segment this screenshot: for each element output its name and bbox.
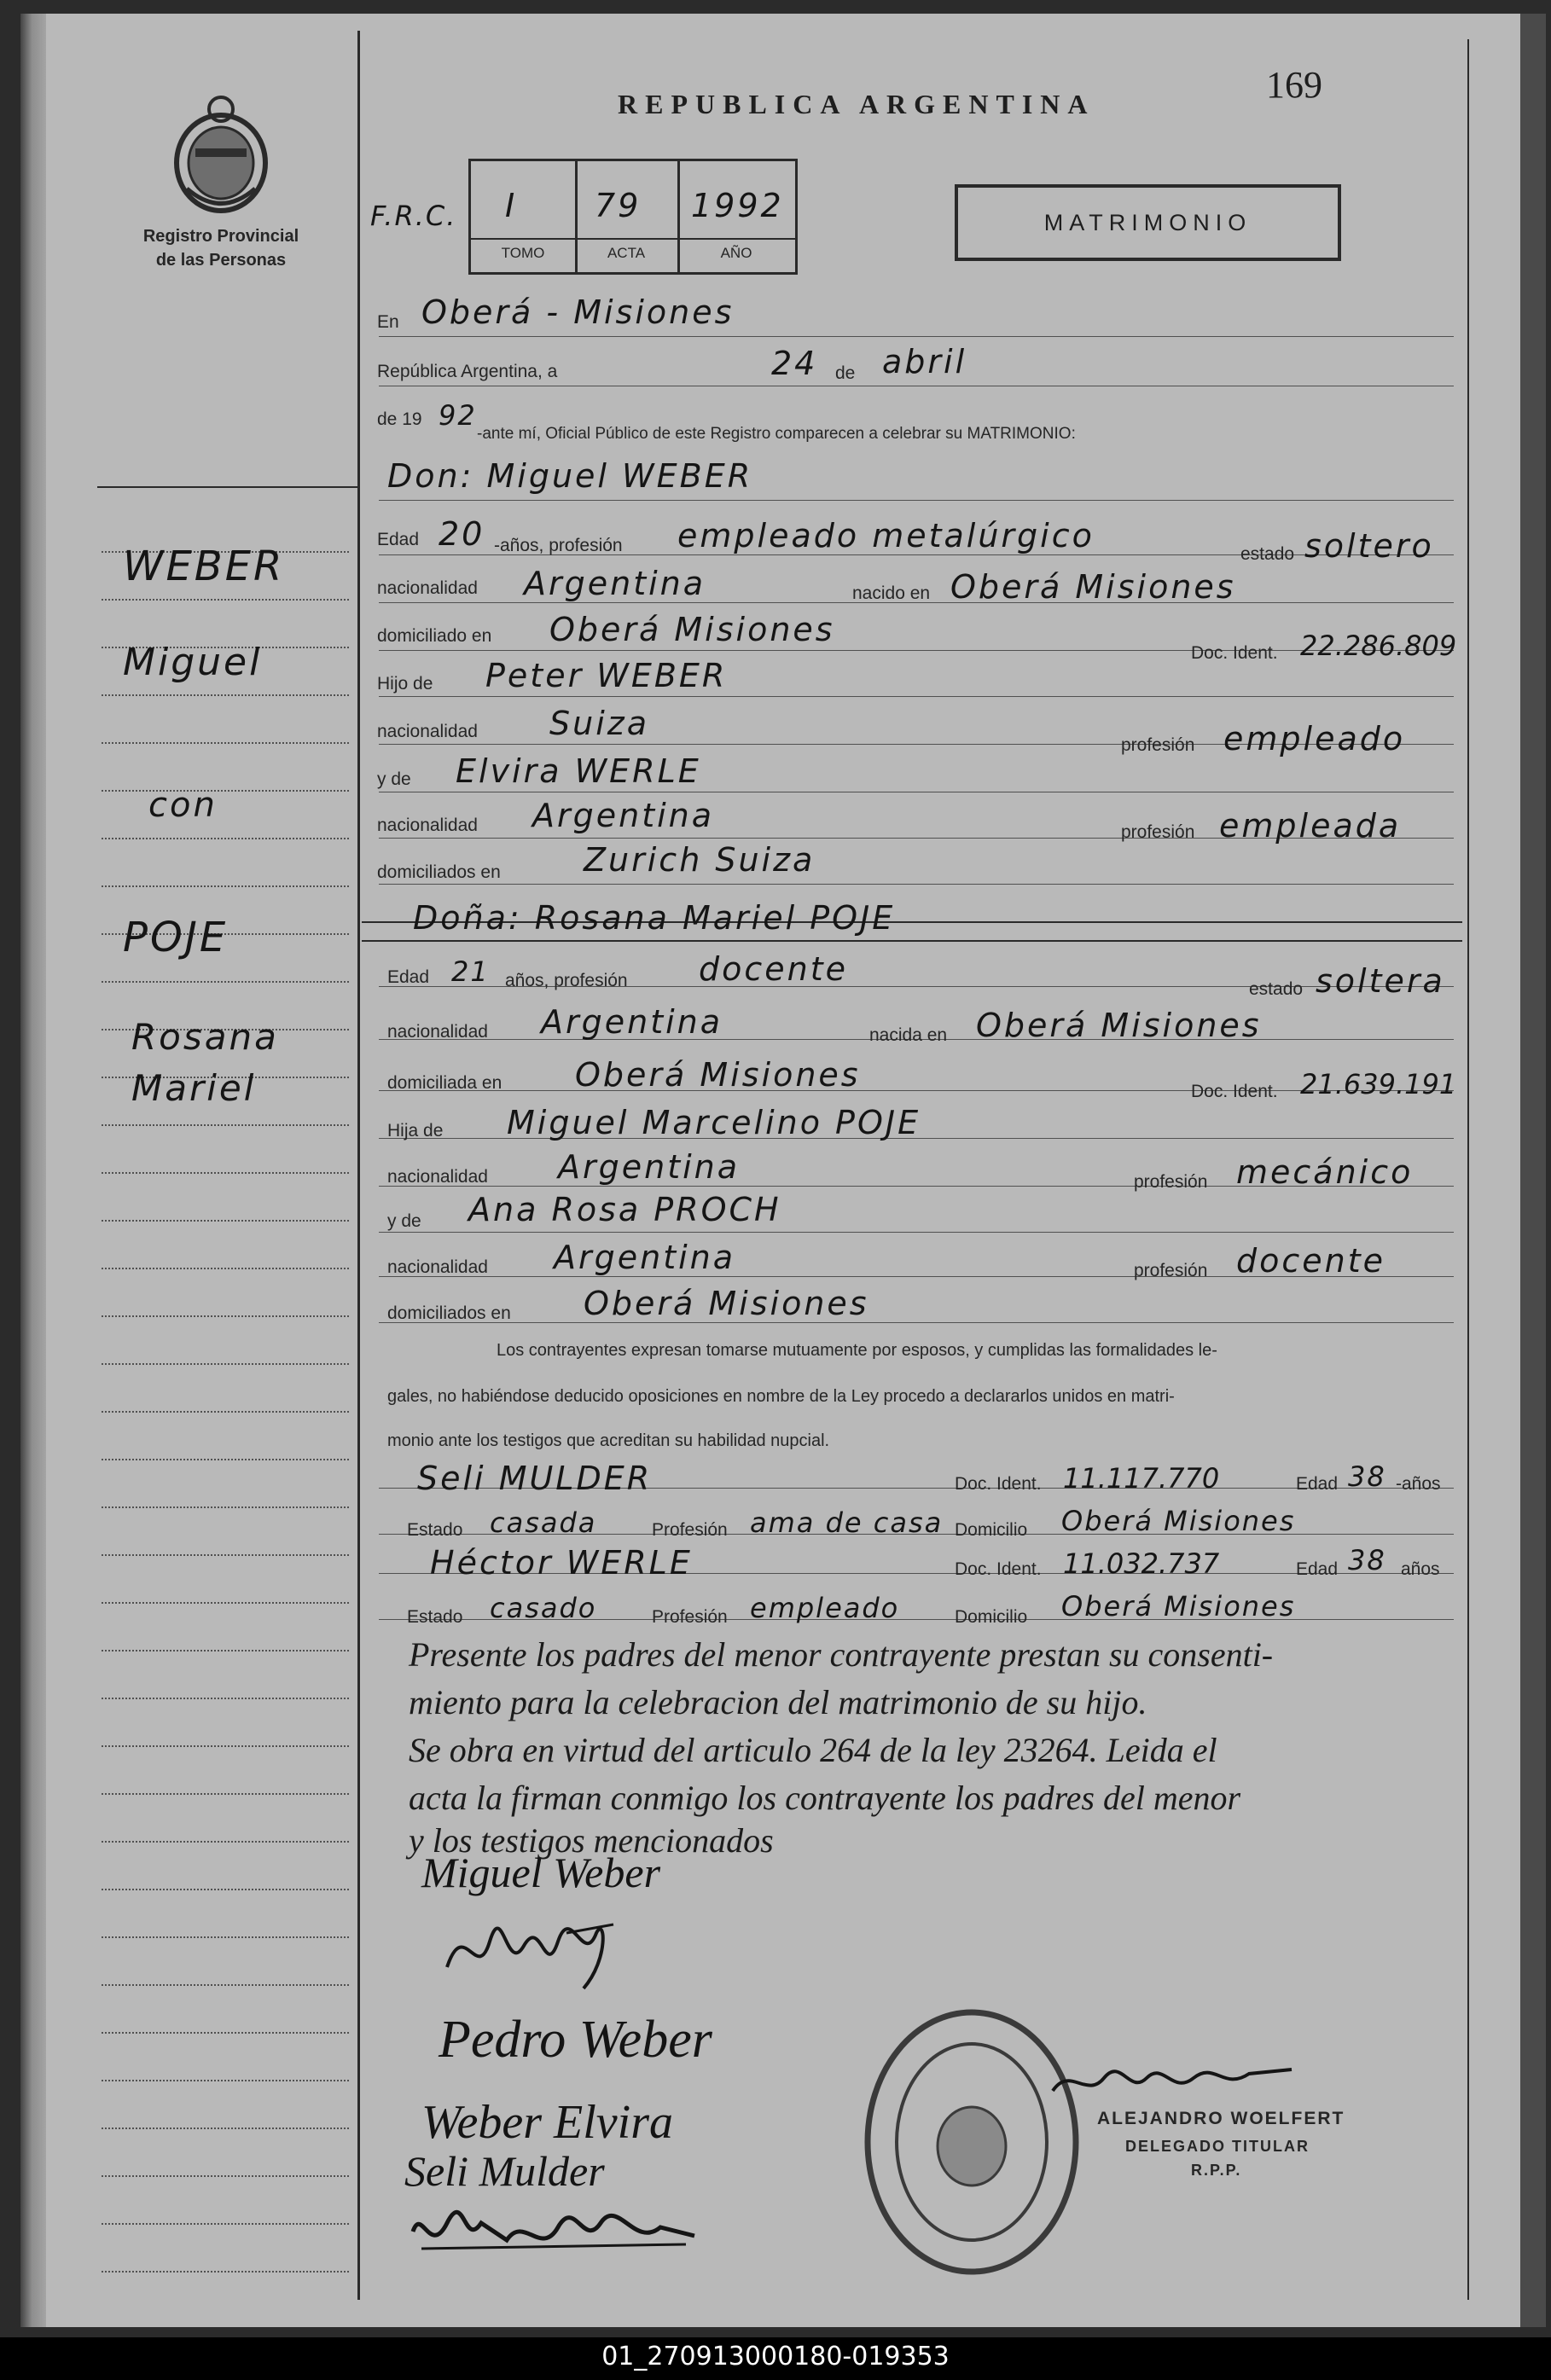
acta-label: ACTA <box>607 245 646 261</box>
margin-bride-name1: Rosana <box>131 1016 279 1058</box>
margin-rule <box>102 1650 349 1651</box>
groom-born-label: nacido en <box>852 583 931 603</box>
form-rule <box>379 884 1454 885</box>
bride-father-label: Hija de <box>387 1121 444 1141</box>
groom-profession: empleado metalúrgico <box>677 517 1095 554</box>
intro-month: abril <box>882 343 967 380</box>
ano-label: AÑO <box>720 245 752 261</box>
witness1-doc: 11.117.770 <box>1063 1462 1220 1495</box>
groom-doc: 22.286.809 <box>1300 630 1457 662</box>
official-title: DELEGADO TITULAR <box>1125 2138 1310 2155</box>
margin-rule <box>102 694 349 696</box>
margin-rule <box>102 1841 349 1843</box>
groom-born-in: Oberá Misiones <box>950 568 1236 606</box>
bride-mother-prof: docente <box>1236 1242 1386 1280</box>
bride-domicile: Oberá Misiones <box>575 1056 861 1094</box>
folio-number: 169 <box>1266 64 1322 106</box>
groom-father-nat-label: nacionalidad <box>377 722 478 741</box>
margin-rule <box>102 1889 349 1890</box>
margin-groom-name: Miguel <box>123 641 263 684</box>
margin-connector: con <box>148 786 218 825</box>
margin-rule <box>102 838 349 839</box>
form-rule <box>379 650 1454 651</box>
groom-father-label: Hijo de <box>377 674 433 694</box>
witness2-domicile: Oberá Misiones <box>1061 1590 1296 1622</box>
right-border <box>1467 39 1469 2300</box>
witness1-anos-label: -años <box>1396 1474 1441 1494</box>
notes-line5: y los testigos mencionados <box>409 1821 774 1860</box>
groom-estado-label: estado <box>1240 544 1295 564</box>
groom-full-name: Don: Miguel WEBER <box>387 457 753 495</box>
signature-witness1: Seli Mulder <box>404 2147 605 2195</box>
bride-mother-label: y de <box>387 1211 421 1231</box>
margin-rule <box>102 2080 349 2081</box>
tomo-value: I <box>505 187 518 224</box>
footer-image-id: 01_270913000180-019353 <box>0 2337 1551 2380</box>
witness1-profession: ama de casa <box>750 1506 944 1539</box>
groom-nationality: Argentina <box>524 565 706 602</box>
bride-doc: 21.639.191 <box>1300 1068 1457 1100</box>
groom-mother-nat-label: nacionalidad <box>377 816 478 835</box>
country-title: REPUBLICA ARGENTINA <box>618 89 1095 119</box>
margin-rule <box>102 1506 349 1508</box>
notes-line4: acta la firman conmigo los contrayente los padres del menor <box>409 1779 1241 1817</box>
bride-parents-dom: Oberá Misiones <box>584 1285 869 1322</box>
groom-father: Peter WEBER <box>485 657 728 694</box>
frc-box <box>468 159 798 275</box>
margin-rule <box>102 790 349 792</box>
signature-witness2-scrawl <box>404 2197 712 2266</box>
intro-year-suffix: 92 <box>439 399 477 432</box>
margin-rule <box>102 1698 349 1699</box>
groom-age: 20 <box>439 515 485 553</box>
witness2-doc: 11.032.737 <box>1063 1547 1220 1580</box>
signature-groom: Miguel Weber <box>421 1849 661 1896</box>
groom-parents-dom: Zurich Suiza <box>584 841 816 879</box>
notes-line3: Se obra en virtud del articulo 264 de la ley 23264. Leida el <box>409 1731 1217 1769</box>
margin-rule <box>102 1363 349 1365</box>
coat-of-arms-emblem <box>161 90 281 218</box>
margin-rule <box>102 1315 349 1317</box>
margin-rule <box>102 1602 349 1604</box>
margin-bride-name2: Mariel <box>131 1067 257 1109</box>
witness1-domicile: Oberá Misiones <box>1061 1505 1296 1537</box>
bride-mother-nat: Argentina <box>554 1239 736 1276</box>
section-divider <box>362 940 1462 942</box>
record-type-box <box>955 184 1341 261</box>
witness1-dom-label: Domicilio <box>955 1520 1028 1540</box>
margin-header-rule <box>97 486 357 488</box>
bride-born-label: nacida en <box>869 1025 948 1045</box>
frc-label: F.R.C. <box>370 200 457 232</box>
groom-mother: Elvira WERLE <box>456 752 701 790</box>
bride-father: Miguel Marcelino POJE <box>507 1104 921 1141</box>
signature-father: Pedro Weber <box>439 2011 712 2069</box>
intro-place: Oberá - Misiones <box>421 293 735 331</box>
margin-rule <box>102 1745 349 1747</box>
bride-profession: docente <box>699 950 849 988</box>
bride-nat-label: nacionalidad <box>387 1022 488 1042</box>
margin-rule <box>102 1268 349 1269</box>
groom-dom-label: domiciliado en <box>377 626 492 646</box>
form-rule <box>379 500 1454 501</box>
groom-parents-dom-label: domiciliados en <box>377 862 501 882</box>
margin-rule <box>102 2032 349 2034</box>
official-seal <box>861 2006 1083 2278</box>
intro-text: -ante mí, Oficial Público de este Registro comparecen a celebrar su MATRIMONIO: <box>477 425 1076 443</box>
witness2-name: Héctor WERLE <box>430 1544 693 1582</box>
groom-nat-label: nacionalidad <box>377 578 478 598</box>
margin-rule <box>102 1124 349 1126</box>
ano-value: 1992 <box>691 187 784 224</box>
page-edge <box>1520 14 1546 2327</box>
witness2-prof-label: Profesión <box>652 1607 728 1627</box>
notes-line2: miento para la celebracion del matrimonio de su hijo. <box>409 1683 1147 1721</box>
margin-rule <box>102 1936 349 1938</box>
official-registry-abbr: R.P.P. <box>1191 2162 1242 2179</box>
acta-value: 79 <box>595 187 642 224</box>
witness1-name: Seli MULDER <box>417 1460 653 1497</box>
witness2-estado-label: Estado <box>407 1607 463 1627</box>
witness2-dom-label: Domicilio <box>955 1607 1028 1627</box>
margin-divider <box>357 31 360 2300</box>
groom-doc-label: Doc. Ident. <box>1191 643 1278 663</box>
groom-father-nat: Suiza <box>549 705 649 742</box>
bride-estado-label: estado <box>1249 979 1304 999</box>
witness1-edad-label: Edad <box>1296 1474 1339 1494</box>
margin-rule <box>102 981 349 983</box>
bride-estado: soltera <box>1316 962 1445 1000</box>
record-type-label: MATRIMONIO <box>1043 210 1252 235</box>
registry-name-line1: Registro Provincial <box>142 227 299 246</box>
registry-name-line2: de las Personas <box>155 251 287 270</box>
margin-rule <box>102 2223 349 2225</box>
form-rule <box>379 1322 1454 1323</box>
bride-father-nat-label: nacionalidad <box>387 1167 488 1187</box>
form-rule <box>379 336 1454 337</box>
groom-prof-label: -años, profesión <box>494 536 623 555</box>
bride-parents-dom-label: domiciliados en <box>387 1303 511 1323</box>
official-signature <box>1044 2057 1300 2108</box>
margin-rule <box>102 599 349 601</box>
bride-full-name: Doña: Rosana Mariel POJE <box>413 899 896 937</box>
margin-bride-surname: POJE <box>123 914 229 961</box>
groom-mother-prof-label: profesión <box>1121 822 1195 842</box>
declaration-line3: monio ante los testigos que acreditan su habilidad nupcial. <box>387 1431 830 1450</box>
groom-mother-nat: Argentina <box>532 797 715 834</box>
bride-mother-nat-label: nacionalidad <box>387 1257 488 1277</box>
bride-mother-prof-label: profesión <box>1134 1261 1208 1280</box>
bride-father-prof: mecánico <box>1236 1153 1414 1191</box>
margin-rule <box>102 1411 349 1413</box>
margin-rule <box>102 885 349 887</box>
witness2-edad-label: Edad <box>1296 1559 1339 1579</box>
declaration-line1: Los contrayentes expresan tomarse mutuamente por esposos, y cumplidas las formalidades le- <box>497 1341 1217 1360</box>
intro-republic-label: República Argentina, a <box>377 362 558 381</box>
margin-rule <box>102 2271 349 2273</box>
bride-mother: Ana Rosa PROCH <box>468 1191 781 1228</box>
witness1-prof-label: Profesión <box>652 1520 728 1540</box>
bride-age: 21 <box>451 955 490 988</box>
bride-dom-label: domiciliada en <box>387 1073 502 1093</box>
groom-age-label: Edad <box>377 530 420 549</box>
witness2-anos-label: años <box>1401 1559 1440 1579</box>
bride-born-in: Oberá Misiones <box>976 1007 1262 1044</box>
margin-rule <box>102 2127 349 2129</box>
official-name: ALEJANDRO WOELFERT <box>1097 2109 1345 2128</box>
witness1-age: 38 <box>1348 1460 1386 1493</box>
groom-estado: soltero <box>1304 527 1434 565</box>
margin-rule <box>102 1459 349 1460</box>
groom-mother-prof: empleada <box>1219 807 1402 845</box>
declaration-line2: gales, no habiéndose deducido oposiciones en nombre de la Ley procedo a declararlos unidos en matri- <box>387 1387 1175 1406</box>
intro-de-label: de <box>835 363 856 383</box>
form-rule <box>379 1090 1454 1091</box>
bride-father-prof-label: profesión <box>1134 1172 1208 1192</box>
witness1-estado-label: Estado <box>407 1520 463 1540</box>
intro-day: 24 <box>771 345 818 382</box>
margin-groom-surname: WEBER <box>123 543 285 590</box>
witness2-age: 38 <box>1348 1544 1386 1576</box>
bride-age-label: Edad <box>387 967 430 987</box>
margin-rule <box>102 2175 349 2177</box>
witness2-doc-label: Doc. Ident. <box>955 1559 1042 1579</box>
notes-line1: Presente los padres del menor contrayente prestan su consenti- <box>409 1635 1274 1674</box>
bride-doc-label: Doc. Ident. <box>1191 1082 1278 1101</box>
tomo-label: TOMO <box>501 245 545 261</box>
bride-prof-label: años, profesión <box>505 971 628 990</box>
witness2-estado: casado <box>490 1592 597 1624</box>
margin-rule <box>102 1984 349 1986</box>
groom-father-prof-label: profesión <box>1121 735 1195 755</box>
intro-en-label: En <box>377 312 399 332</box>
witness1-doc-label: Doc. Ident. <box>955 1474 1042 1494</box>
bride-father-nat: Argentina <box>558 1148 741 1186</box>
margin-rule <box>102 742 349 744</box>
intro-year-prefix: de 19 <box>377 409 422 429</box>
bride-nationality: Argentina <box>541 1003 723 1041</box>
form-rule <box>379 696 1454 697</box>
margin-rule <box>102 1793 349 1795</box>
signature-bride-scrawl <box>439 1907 626 2001</box>
signature-mother: Weber Elvira <box>421 2096 673 2149</box>
book-spine <box>20 14 46 2327</box>
groom-mother-label: y de <box>377 769 411 789</box>
margin-rule <box>102 1554 349 1556</box>
groom-father-prof: empleado <box>1223 720 1406 758</box>
groom-domicile: Oberá Misiones <box>549 611 835 648</box>
margin-rule <box>102 1220 349 1222</box>
form-rule <box>379 1232 1454 1233</box>
witness1-estado: casada <box>490 1506 597 1539</box>
witness2-profession: empleado <box>750 1592 900 1624</box>
register-page <box>20 14 1520 2327</box>
margin-rule <box>102 1172 349 1174</box>
